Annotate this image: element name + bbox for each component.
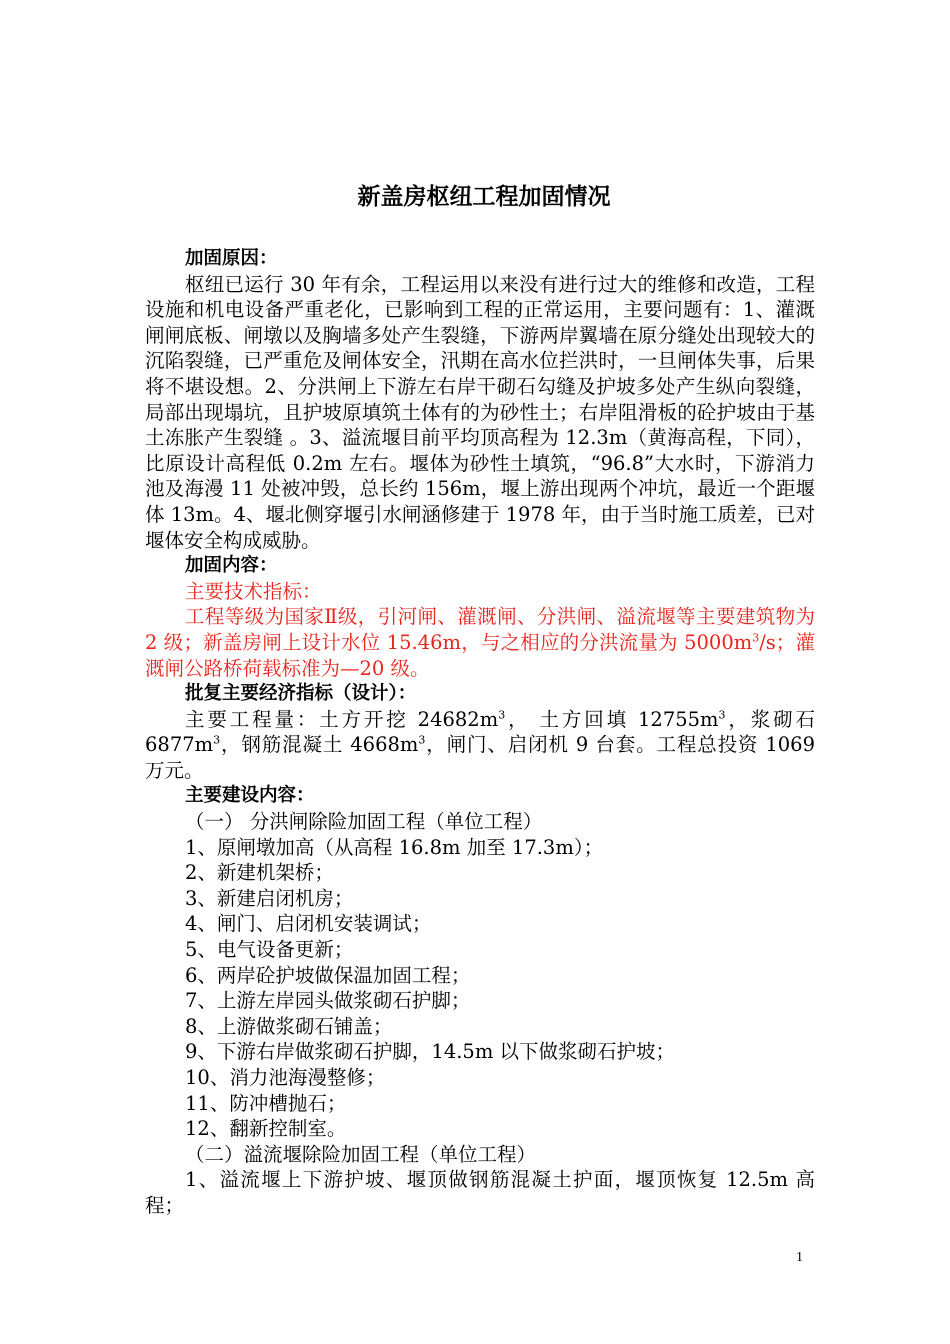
econ-superscript: 3 xyxy=(718,708,726,722)
section2-title: （二）溢流堰除险加固工程（单位工程） xyxy=(185,1142,537,1166)
econ-part: ，浆砌石 6877m xyxy=(145,707,815,757)
econ-superscript: 3 xyxy=(498,708,506,722)
tech-heading: 主要技术指标： xyxy=(185,579,322,603)
tech-superscript: 3 xyxy=(752,631,760,645)
list-item: 1、溢流堰上下游护坡、堰顶做钢筋混凝土护面，堰顶恢复 12.5m 高程； xyxy=(145,1168,815,1217)
econ-paragraph xyxy=(145,707,815,784)
econ-part: ， 土方回填 12755m xyxy=(505,707,719,731)
econ-part: ，闸门、启闭机 9 台套。工程总投资 1069 万元。 xyxy=(145,733,815,782)
list-item: 9、下游右岸做浆砌石护脚，14.5m 以下做浆砌石护坡； xyxy=(185,1040,676,1064)
list-item: 7、上游左岸园头做浆砌石护脚； xyxy=(185,989,471,1013)
econ-part: ，钢筋混凝土 4668m xyxy=(220,733,419,757)
document-title: 新盖房枢纽工程加固情况 xyxy=(357,184,611,210)
list-item: 6、两岸砼护坡做保温加固工程； xyxy=(185,963,471,987)
build-heading: 主要建设内容： xyxy=(185,785,315,807)
tech-text-b: /s；灌溉闸公路桥荷载标准为—20 级。 xyxy=(145,630,815,680)
econ-superscript: 3 xyxy=(213,733,221,747)
list-item: 8、上游做浆砌石铺盖； xyxy=(185,1014,393,1038)
page-number: 1 xyxy=(796,1250,803,1265)
content-heading: 加固内容： xyxy=(185,555,278,577)
reason-paragraph: 枢纽已运行 30 年有余，工程运用以来没有进行过大的维修和改造，工程设施和机电设备严重老化，已影响到工程的正常运用，主要问题有：1、灌溉闸闸底板、闸墩以及胸墙多处产生裂缝，下游两岸翼墙在原分缝处出现较大的沉陷裂缝，已严重危及闸体安全，汛期在高水位拦洪时，一旦闸体失事，后果将不堪设想。2、分洪闸上下游左右岸干砌石勾缝及护坡多处产生纵向裂缝，局部出现塌坑，且护坡原填筑土体有的为砂性土；右岸阻滑板的砼护坡由于基土冻胀产生裂缝 。3、溢流堰目前平均顶高程为 12.3m（黄海高程，下同），比原设计高程低 0.2m 左右。堰体为砂性土填筑，“96.8”大水时，下游消力池及海漫 11 处被冲毁，总长约 156m，堰上游出现两个冲坑，最近一个距堰体 13m。4、堰北侧穿堰引水闸涵修建于 1978 年，由于当时施工质差，已对堰体安全构成威胁。 xyxy=(145,272,815,552)
reason-heading: 加固原因： xyxy=(185,248,278,269)
econ-superscript: 3 xyxy=(418,733,426,747)
list-item: 11、防冲槽抛石； xyxy=(185,1091,347,1115)
list-item: 3、新建启闭机房； xyxy=(185,886,354,910)
econ-heading: 批复主要经济指标（设计）： xyxy=(185,683,417,705)
tech-paragraph xyxy=(145,604,815,681)
list-item: 4、闸门、启闭机安装调试； xyxy=(185,912,432,936)
list-item: 1、原闸墩加高（从高程 16.8m 加至 17.3m）； xyxy=(185,835,604,859)
document-page xyxy=(145,180,815,1219)
tech-text-a: 工程等级为国家Ⅱ级，引河闸、灌溉闸、分洪闸、溢流堰等主要建筑物为 2 级；新盖房闸上设计水位 15.46m，与之相应的分洪流量为 5000m xyxy=(145,605,815,654)
list-item: 12、翻新控制室。 xyxy=(185,1117,347,1141)
list-item: 5、电气设备更新； xyxy=(185,938,354,962)
list-item: 2、新建机架桥； xyxy=(185,861,334,885)
econ-part: 主要工程量：土方开挖 24682m xyxy=(185,707,499,731)
section1-title: （一） 分洪闸除险加固工程（单位工程） xyxy=(185,810,543,834)
list-item: 10、消力池海漫整修； xyxy=(185,1066,386,1089)
